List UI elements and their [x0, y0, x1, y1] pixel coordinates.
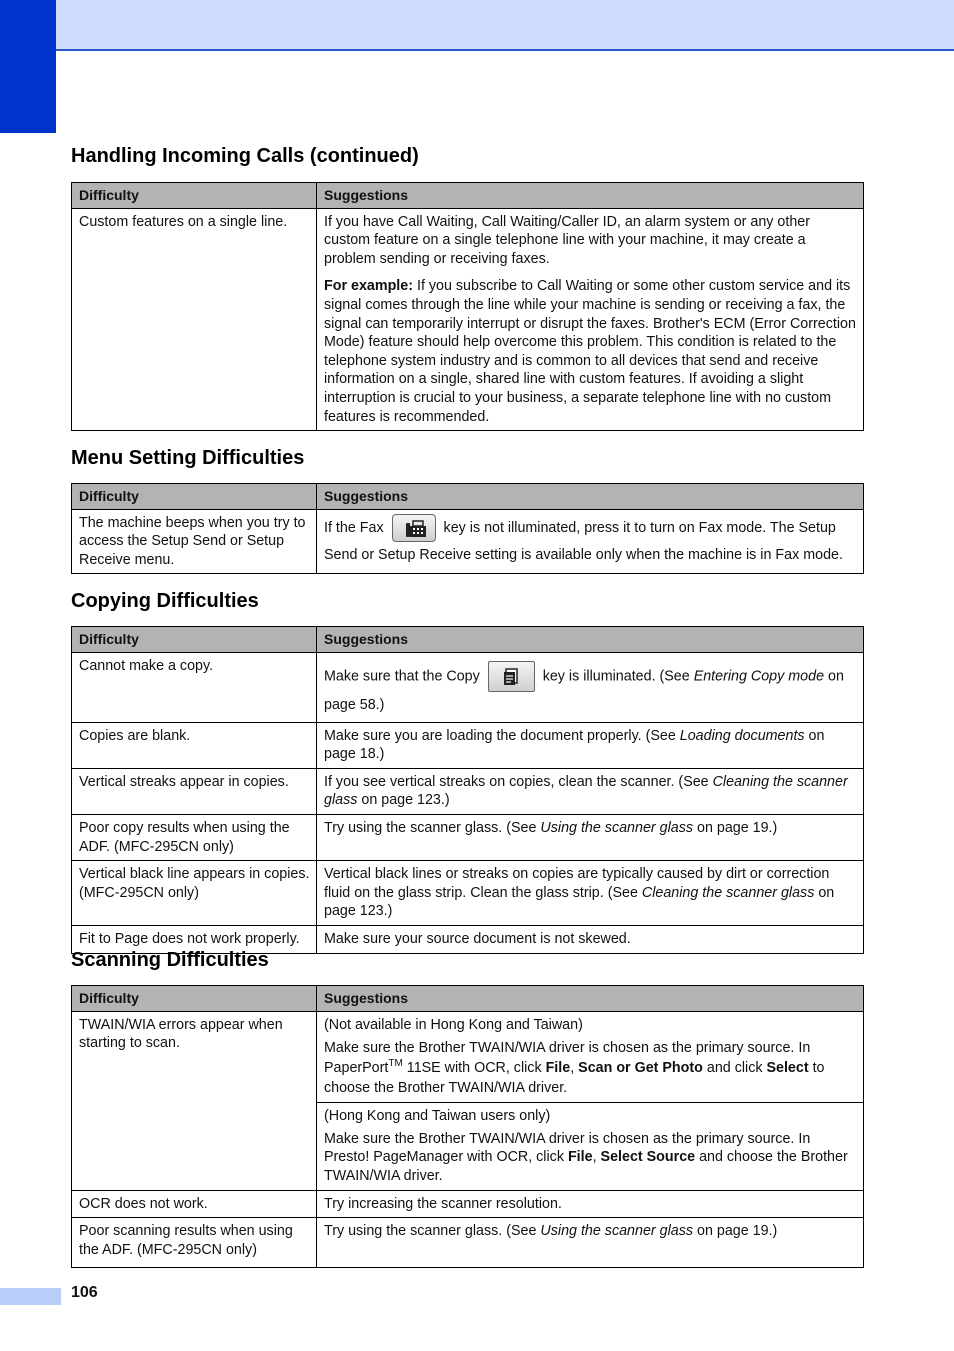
suggestion-text: Make sure the Brother TWAIN/WIA driver is chosen as the primary source. In Presto! PageManager with OCR, click — [324, 1130, 811, 1166]
cross-reference: Loading documents — [679, 727, 805, 744]
difficulty-cell: TWAIN/WIA errors appear when starting to scan. — [72, 1011, 317, 1190]
suggestion-text: on page 19.) — [693, 1223, 778, 1240]
suggestion-text: Make sure you are loading the document properly. (See — [324, 727, 680, 744]
section-title-menu-setting: Menu Setting Difficulties — [71, 447, 305, 469]
suggestion-cell: Make sure your source document is not skewed. — [317, 925, 864, 953]
difficulty-cell: OCR does not work. — [72, 1190, 317, 1218]
menu-label-select: Select — [766, 1060, 809, 1077]
trademark-mark: TM — [388, 1058, 403, 1070]
suggestion-text: on page 58.) — [324, 667, 844, 713]
table-row — [72, 861, 864, 926]
table-header-row — [72, 484, 864, 510]
suggestion-cell — [317, 722, 864, 768]
header-difficulty: Difficulty — [72, 484, 317, 510]
suggestion-text: key is illuminated. (See — [538, 667, 694, 684]
suggestion-cell — [317, 861, 864, 926]
suggestion-text: on page 123.) — [324, 884, 835, 920]
suggestion-text: , — [570, 1060, 579, 1077]
difficulty-cell: Copies are blank. — [72, 722, 317, 768]
scanning-table — [71, 985, 864, 1268]
table-header-row — [72, 986, 864, 1012]
page-number: 106 — [71, 1284, 98, 1301]
section-title-copying: Copying Difficulties — [71, 590, 259, 612]
menu-label-select-source: Select Source — [600, 1149, 696, 1166]
suggestion-cell — [317, 652, 864, 722]
suggestion-text: on page 18.) — [324, 727, 825, 763]
cross-reference: Cleaning the scanner glass — [641, 884, 815, 901]
header-difficulty: Difficulty — [72, 183, 317, 209]
table-row — [72, 722, 864, 768]
suggestion-text: on page 123.) — [357, 792, 450, 809]
suggestion-cell — [317, 1103, 864, 1190]
suggestion-text: If you see vertical streaks on copies, clean the scanner. (See — [324, 773, 713, 790]
table-row — [72, 1218, 864, 1268]
cross-reference: Cleaning the scanner glass — [324, 773, 848, 809]
copy-key-icon — [488, 661, 535, 692]
suggestion-text: and choose the Brother TWAIN/WIA driver. — [324, 1149, 848, 1184]
table-row — [72, 652, 864, 722]
difficulty-cell: Fit to Page does not work properly. — [72, 925, 317, 953]
suggestion-text: Try using the scanner glass. (See — [324, 1223, 541, 1240]
table-row — [72, 208, 864, 431]
suggestion-text: to choose the Brother TWAIN/WIA driver. — [324, 1060, 825, 1097]
menu-label-file: File — [567, 1149, 593, 1166]
incoming-calls-table — [71, 182, 864, 431]
menu-label-scan-or-get-photo: Scan or Get Photo — [578, 1060, 703, 1077]
suggestion-text: Make sure that the Copy — [324, 667, 484, 684]
section-title-incoming-calls: Handling Incoming Calls (continued) — [71, 145, 419, 167]
header-suggestions: Suggestions — [317, 484, 864, 510]
menu-label-file: File — [545, 1060, 571, 1077]
suggestion-text: 11SE with OCR, click — [402, 1060, 546, 1077]
region-note: (Hong Kong and Taiwan users only) — [324, 1108, 551, 1125]
suggestion-paragraph — [324, 1130, 857, 1186]
table-row — [72, 1190, 864, 1218]
suggestion-text: on page 19.) — [693, 819, 778, 836]
difficulty-cell: Poor copy results when using the ADF. (MFC-295CN only) — [72, 814, 317, 860]
difficulty-cell: Custom features on a single line. — [72, 208, 317, 431]
table-header-row — [72, 183, 864, 209]
region-note: (Not available in Hong Kong and Taiwan) — [324, 1016, 583, 1033]
suggestion-paragraph — [324, 277, 857, 426]
difficulty-cell: Cannot make a copy. — [72, 652, 317, 722]
cross-reference: Entering Copy mode — [693, 667, 825, 684]
header-suggestions: Suggestions — [317, 986, 864, 1012]
top-header-band — [0, 0, 954, 51]
header-suggestions: Suggestions — [317, 627, 864, 653]
suggestion-text: Vertical black lines or streaks on copies are typically caused by dirt or correction fluid on the glass strip. Clean the glass strip. (See — [324, 866, 830, 901]
header-suggestions: Suggestions — [317, 183, 864, 209]
difficulty-cell: Vertical streaks appear in copies. — [72, 768, 317, 814]
header-difficulty: Difficulty — [72, 986, 317, 1012]
suggestion-cell: Try increasing the scanner resolution. — [317, 1190, 864, 1218]
suggestion-paragraph — [324, 1038, 857, 1098]
menu-setting-table — [71, 483, 864, 574]
section-title-scanning: Scanning Difficulties — [71, 949, 269, 971]
suggestion-text: key is not illuminated, press it to turn on Fax mode. The Setup Send or Setup Receive setting is available only when the machine is in Fax mode. — [324, 519, 843, 563]
cross-reference: Using the scanner glass — [540, 819, 694, 836]
suggestion-text: If the Fax — [324, 519, 388, 536]
suggestion-cell — [317, 208, 864, 431]
table-row — [72, 768, 864, 814]
table-row — [72, 509, 864, 574]
suggestion-text: Try using the scanner glass. (See — [324, 819, 541, 836]
difficulty-cell: The machine beeps when you try to access the Setup Send or Setup Receive menu. — [72, 509, 317, 574]
suggestion-text: Make sure the Brother TWAIN/WIA driver is chosen as the primary source. In PaperPort — [324, 1040, 811, 1077]
fax-key-icon — [392, 514, 436, 542]
suggestion-text: and click — [702, 1060, 767, 1077]
suggestion-cell — [317, 814, 864, 860]
cross-reference: Using the scanner glass — [540, 1223, 694, 1240]
suggestion-cell — [317, 509, 864, 574]
table-row — [72, 1011, 864, 1103]
chapter-tab-marker — [0, 0, 56, 133]
difficulty-cell: Vertical black line appears in copies. (MFC-295CN only) — [72, 861, 317, 926]
suggestion-paragraph: If you have Call Waiting, Call Waiting/Caller ID, an alarm system or any other custom feature on a single telephone line with your machine, it may create a problem sending or receiving faxes. — [324, 213, 811, 267]
suggestion-cell — [317, 1011, 864, 1103]
difficulty-cell: Poor scanning results when using the ADF. (MFC-295CN only) — [72, 1218, 317, 1268]
suggestion-cell — [317, 768, 864, 814]
footer-tab-marker — [0, 1288, 61, 1305]
suggestion-cell — [317, 1218, 864, 1268]
header-difficulty: Difficulty — [72, 627, 317, 653]
suggestion-text: If you subscribe to Call Waiting or some other custom service and its signal comes through the line while your machine is sending or receiving a fax, the signal can temporarily interrupt or disrupt the faxes. Brother's ECM (Error Correction Mode) feature should help overcome this problem. This condition is related to the telephone system industry and is common to all devices that send and receive information on a single, shared line with custom features. If avoiding a slight interruption is crucial to your business, a separate telephone line with no custom features is recommended. — [324, 278, 856, 425]
table-row — [72, 814, 864, 860]
copying-table — [71, 626, 864, 954]
table-header-row — [72, 627, 864, 653]
bold-label: For example: — [324, 278, 413, 295]
suggestion-text: , — [592, 1149, 601, 1166]
